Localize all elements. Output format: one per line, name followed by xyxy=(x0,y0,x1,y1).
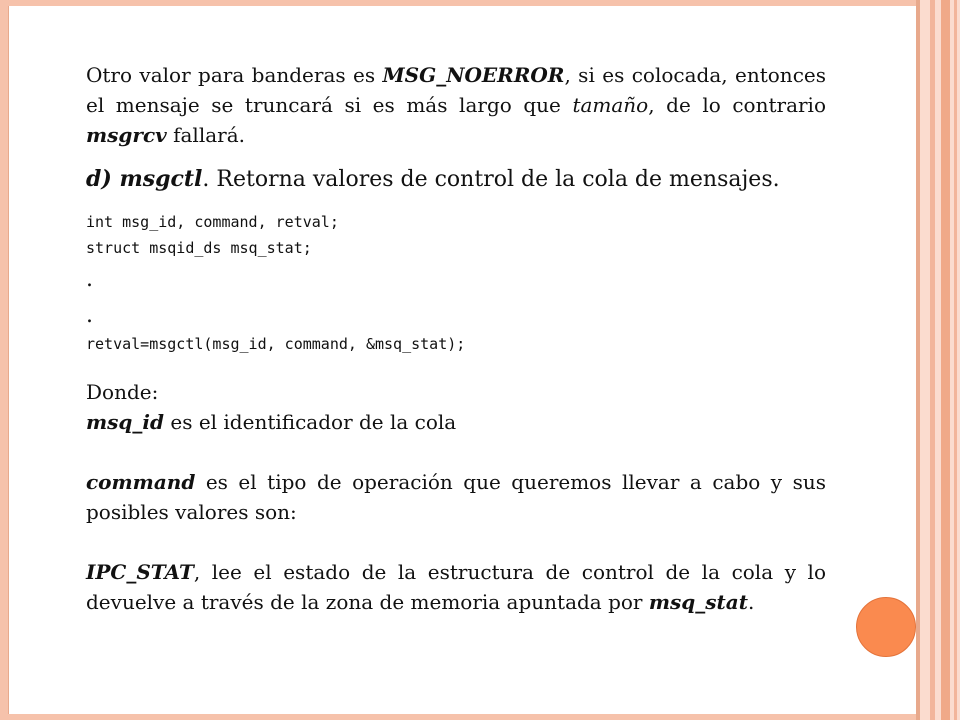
text: Otro valor para banderas es xyxy=(86,63,383,87)
frame-stripe xyxy=(954,0,957,720)
donde-label: Donde: xyxy=(86,380,159,404)
term-msg-noerror: MSG_NOERROR xyxy=(382,63,565,87)
accent-circle xyxy=(856,597,916,657)
term-msq-id: msq_id xyxy=(86,410,164,434)
code-ellipsis-dot: . xyxy=(86,267,93,292)
text: , si es colocada, entonces el mensaje se truncará si es más largo que xyxy=(86,63,826,117)
term-command: command xyxy=(86,470,196,494)
paragraph-ipc-stat xyxy=(86,557,826,617)
text: es el tipo de operación que queremos llevar a cabo y sus posibles valores son: xyxy=(86,470,826,524)
term-ipc-stat: IPC_STAT xyxy=(86,560,194,584)
code-ellipsis-dot: . xyxy=(86,303,93,328)
text: , de lo contrario xyxy=(648,93,826,117)
text: es el identificador de la cola xyxy=(164,410,457,434)
text: . Retorna valores de control de la cola de mensajes. xyxy=(202,167,780,192)
paragraph-msg-noerror xyxy=(86,60,826,150)
frame-stripe xyxy=(941,0,950,720)
term-msgrcv: msgrcv xyxy=(86,123,167,147)
term-msq-stat: msq_stat xyxy=(648,590,748,614)
code-line: int msg_id, command, retval; xyxy=(86,213,339,231)
term-msgctl: d) msgctl xyxy=(86,166,203,192)
term-tamano: tamaño xyxy=(572,93,649,117)
text: fallará. xyxy=(166,123,245,147)
code-line: struct msqid_ds msq_stat; xyxy=(86,239,312,257)
code-line: retval=msgctl(msg_id, command, &msq_stat); xyxy=(86,335,466,353)
frame-bottom xyxy=(0,714,960,720)
code-block xyxy=(86,209,826,357)
frame-top xyxy=(0,0,960,6)
section-heading-msgctl xyxy=(86,164,826,195)
frame-left xyxy=(0,0,9,720)
text: . xyxy=(747,590,755,614)
paragraph-command xyxy=(86,467,826,527)
paragraph-donde xyxy=(86,377,826,437)
frame-stripe xyxy=(930,0,935,720)
slide-content xyxy=(86,60,826,617)
text: , lee el estado de la estructura de control de la cola y lo devuelve a través de la zona de memoria apuntada por xyxy=(86,560,826,614)
